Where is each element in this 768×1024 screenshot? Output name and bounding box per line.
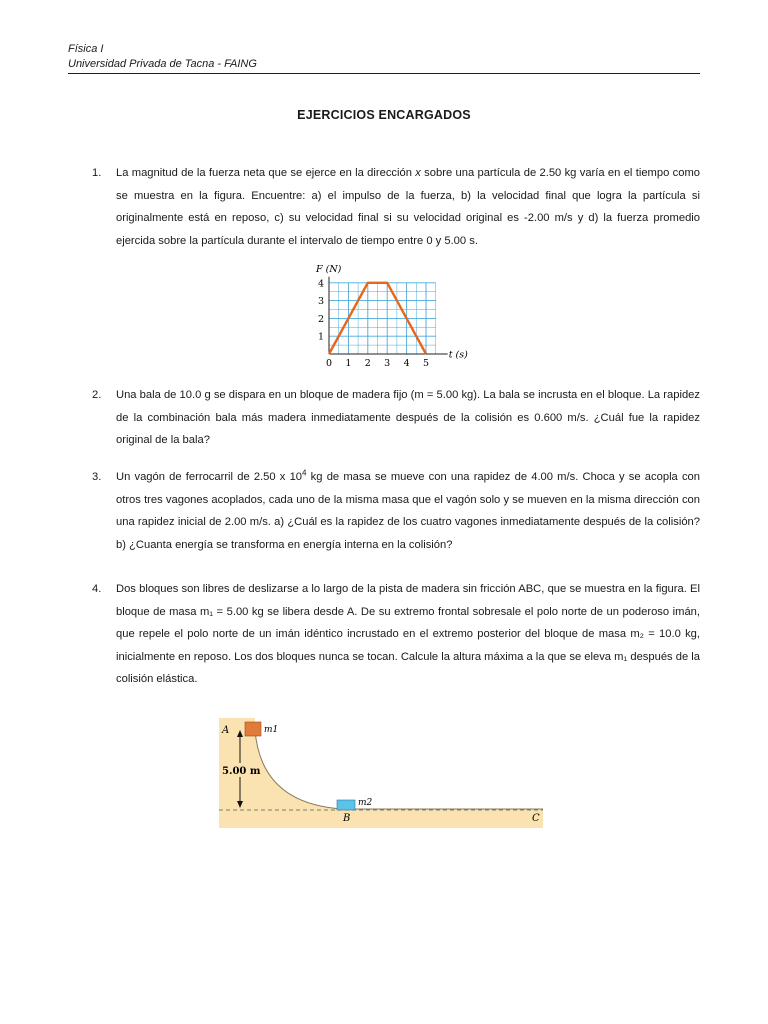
y-axis-label: F (N) — [316, 263, 342, 275]
exercise-2 — [68, 384, 700, 452]
track-figure-svg — [219, 718, 543, 828]
exercise-number: 4. — [92, 583, 102, 595]
text-run: sobre una partícula de 2.50 kg varía en el tiempo como se muestra en la figura. Encuentre: a) el impulso de la fuerza, b) la velocidad final que logra la partícula si originalmente está en reposo, c) su velocidad final si su velocidad original es -2.00 m/s y d) la fuerza promedio ejercida sobre la partícula durante el intervalo de tiempo entre 0 y 5.00 s. — [116, 167, 700, 247]
exercise-text — [116, 162, 700, 252]
height-label: 5.00 m — [222, 766, 261, 777]
x-tick-label: 3 — [384, 358, 391, 369]
exercise-1 — [68, 162, 700, 252]
exercise-text — [116, 578, 700, 691]
exercise-3 — [68, 466, 700, 556]
track-figure — [219, 718, 543, 828]
block-m2 — [337, 800, 355, 810]
force-time-chart-svg — [312, 262, 482, 374]
x-tick-label: 5 — [422, 358, 430, 369]
x-tick-label: 1 — [345, 358, 352, 369]
text-run: Un vagón de ferrocarril de 2.50 x 10 — [116, 471, 303, 483]
point-a-label: A — [222, 725, 230, 736]
italic-run: x — [415, 167, 421, 179]
track-surface-cutout — [255, 718, 543, 809]
text-run: La magnitud de la fuerza neta que se ejerce en la dirección — [116, 167, 416, 179]
force-time-chart — [312, 262, 482, 374]
text-run: Una bala de 10.0 g se dispara en un bloque de madera fijo (m = 5.00 kg). La bala se incrusta en el bloque. La rapidez de la combinación bala más madera inmediatamente después de la colisión es 0.600 m/s. ¿Cuál fue la rapidez original de la bala? — [116, 389, 700, 446]
header-university: Universidad Privada de Tacna - FAING — [68, 58, 257, 70]
y-tick-label: 1 — [317, 331, 324, 343]
text-run: Dos bloques son libres de deslizarse a lo largo de la pista de madera sin fricción ABC, que se muestra en la figura. El bloque de masa m₁ = 5.00 kg se libera desde A. De su extremo frontal sobresale el polo norte de un poderoso imán, que repele el polo norte de un imán idéntico incrustado en el extremo posterior del bloque de masa m₂ = 10.0 kg, inicialmente en reposo. Los dos bloques nunca se tocan. Calcule la altura máxima a la que se eleva m₁ después de la colisión elástica. — [116, 583, 701, 685]
x-axis-label: t (s) — [448, 349, 468, 361]
block-m1-label: m1 — [264, 725, 279, 735]
exercise-text — [116, 466, 700, 556]
x-tick-label: 0 — [325, 358, 333, 369]
x-tick-label: 2 — [364, 358, 371, 369]
point-b-label: B — [343, 813, 351, 824]
exercise-number: 3. — [92, 471, 102, 483]
x-tick-label: 4 — [403, 358, 410, 369]
exercise-number: 2. — [92, 389, 102, 401]
header-course: Física I — [68, 43, 104, 55]
block-m2-label: m2 — [358, 798, 373, 808]
exercise-4 — [68, 578, 700, 691]
block-m1 — [245, 722, 261, 736]
exercise-text — [116, 384, 700, 452]
page-title: EJERCICIOS ENCARGADOS — [297, 108, 471, 122]
text-run: kg de masa se mueve con una rapidez de 4.00 m/s. Choca y se acopla con otros tres vagones acoplados, cada uno de la misma masa que el vagón solo y se mueven en la misma dirección con una rapidez inicial de 2.00 m/s. a) ¿Cuál es la rapidez de los cuatro vagones inmediatamente después de la colisión? b) ¿Cuanta energía se transforma en energía interna en la colisión? — [116, 471, 701, 551]
exercise-number: 1. — [92, 167, 102, 179]
header-divider — [68, 73, 700, 74]
y-tick-label: 3 — [317, 296, 324, 308]
superscript-run: 4 — [302, 468, 307, 478]
y-tick-label: 2 — [317, 313, 324, 325]
document-header — [68, 42, 700, 72]
y-tick-label: 4 — [317, 278, 324, 290]
point-c-label: C — [532, 813, 540, 824]
